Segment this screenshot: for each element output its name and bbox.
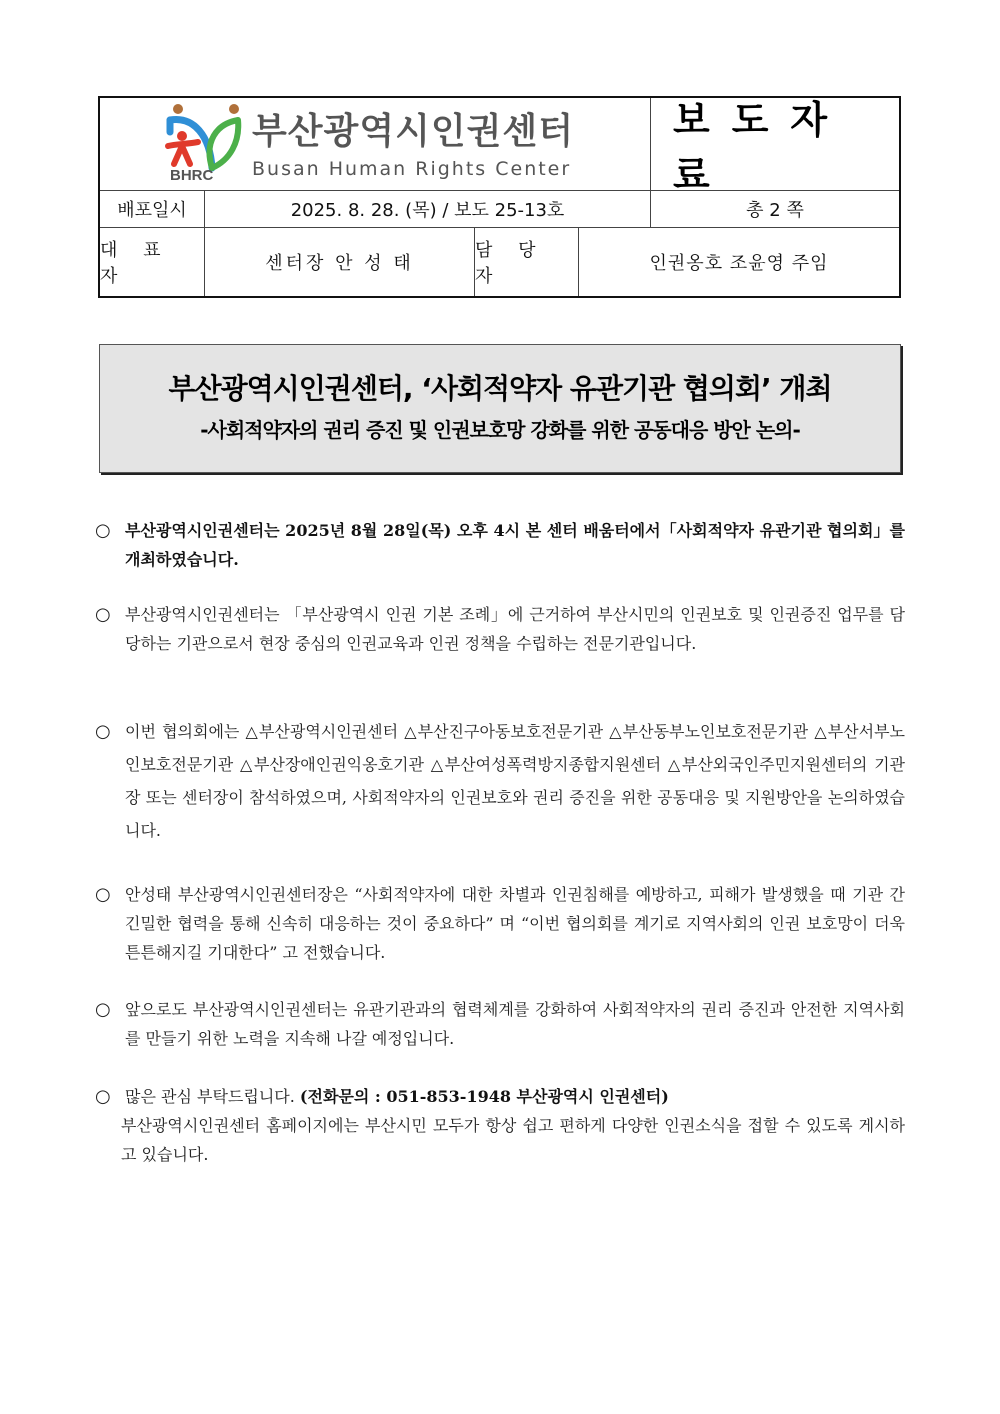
- bhrc-emblem-icon: [164, 102, 244, 172]
- representative-value: 센터장 안 성 태: [205, 228, 475, 296]
- distribution-label: 배포일시: [100, 191, 205, 227]
- paragraph-4: [95, 880, 905, 967]
- logo-cell: [100, 98, 651, 190]
- circle-bullet-icon: ○: [95, 884, 111, 905]
- headline-box: [99, 344, 901, 473]
- header-row-distribution: [100, 191, 899, 228]
- org-name-korean: 부산광역시인권센터: [252, 111, 574, 152]
- header-row-contacts: [100, 228, 899, 296]
- closing-paragraph: [95, 1082, 905, 1169]
- headline-title: 부산광역시인권센터, ‘사회적약자 유관기관 협의회’ 개최: [168, 371, 832, 405]
- logo-abbreviation: BHRC: [170, 167, 214, 184]
- paragraph-text: 부산광역시인권센터는 「부산광역시 인권 기본 조례」에 근거하여 부산시민의 인권보호 및 인권증진 업무를 담당하는 기관으로서 현장 중심의 인권교육과 인권 정책을 수립하는 전문기관입니다.: [125, 605, 905, 653]
- paragraph-5: [95, 995, 905, 1053]
- logo-text: [252, 110, 574, 182]
- representative-label: 대 표 자: [100, 228, 205, 296]
- paragraph-1: [95, 516, 905, 574]
- doc-type-title: 보도자료: [673, 98, 850, 197]
- closing-lead: 많은 관심 부탁드립니다.: [125, 1087, 295, 1106]
- contact-value: 인권옹호 조윤영 주임: [649, 253, 829, 274]
- paragraph-text: 앞으로도 부산광역시인권센터는 유관기관과의 협력체계를 강화하여 사회적약자의 권리 증진과 안전한 지역사회를 만들기 위한 노력을 지속해 나갈 예정입니다.: [125, 1000, 905, 1048]
- headline-subtitle: -사회적약자의 권리 증진 및 인권보호망 강화를 위한 공동대응 방안 논의-: [200, 417, 800, 442]
- paragraph-text: 이번 협의회에는 △부산광역시인권센터 △부산진구아동보호전문기관 △부산동부노인보호전문기관 △부산서부노인보호전문기관 △부산장애인권익옹호기관 △부산여성폭력방지종합지원센터 △부산외국인주민지원센터의 기관장 또는 센터장이 참석하였으며, 사회적약자의 인권보호와 권리 증진을 위한 공동대응 및 지원방안을 논의하였습니다.: [125, 722, 905, 840]
- org-name-english: Busan Human Rights Center: [252, 158, 572, 180]
- header-row-logo: [100, 98, 899, 197]
- bhrc-logo-icon: [164, 102, 244, 188]
- contact-label: 담 당 자: [475, 228, 579, 296]
- doc-type-cell: [651, 98, 899, 197]
- phone-inquiry-note: (전화문의 : 051-853-1948 부산광역시 인권센터): [299, 1087, 669, 1106]
- circle-bullet-icon: ○: [95, 1086, 111, 1107]
- paragraph-2: [95, 600, 905, 658]
- circle-bullet-icon: ○: [95, 604, 111, 625]
- circle-bullet-icon: ○: [95, 721, 111, 742]
- paragraph-text: 부산광역시인권센터는 2025년 8월 28일(목) 오후 4시 본 센터 배움터에서「사회적약자 유관기관 협의회」를 개최하였습니다.: [125, 521, 905, 569]
- total-pages: 총 2 쪽: [746, 200, 804, 221]
- circle-bullet-icon: ○: [95, 999, 111, 1020]
- press-release-header-table: [98, 96, 901, 298]
- closing-continuation: 부산광역시인권센터 홈페이지에는 부산시민 모두가 항상 쉽고 편하게 다양한 인권소식을 접할 수 있도록 게시하고 있습니다.: [121, 1116, 905, 1164]
- distribution-value: 2025. 8. 28. (목) / 보도 25-13호: [205, 191, 651, 227]
- circle-bullet-icon: ○: [95, 520, 111, 541]
- paragraph-text: 안성태 부산광역시인권센터장은 “사회적약자에 대한 차별과 인권침해를 예방하고, 피해가 발생했을 때 기관 간 긴밀한 협력을 통해 신속히 대응하는 것이 중요하다” 며 “이번 협의회를 계기로 지역사회의 인권 보호망이 더욱 튼튼해지길 기대한다” 고 전했습니다.: [125, 885, 905, 962]
- closing-first-line: [125, 1082, 905, 1111]
- paragraph-3: [95, 715, 905, 847]
